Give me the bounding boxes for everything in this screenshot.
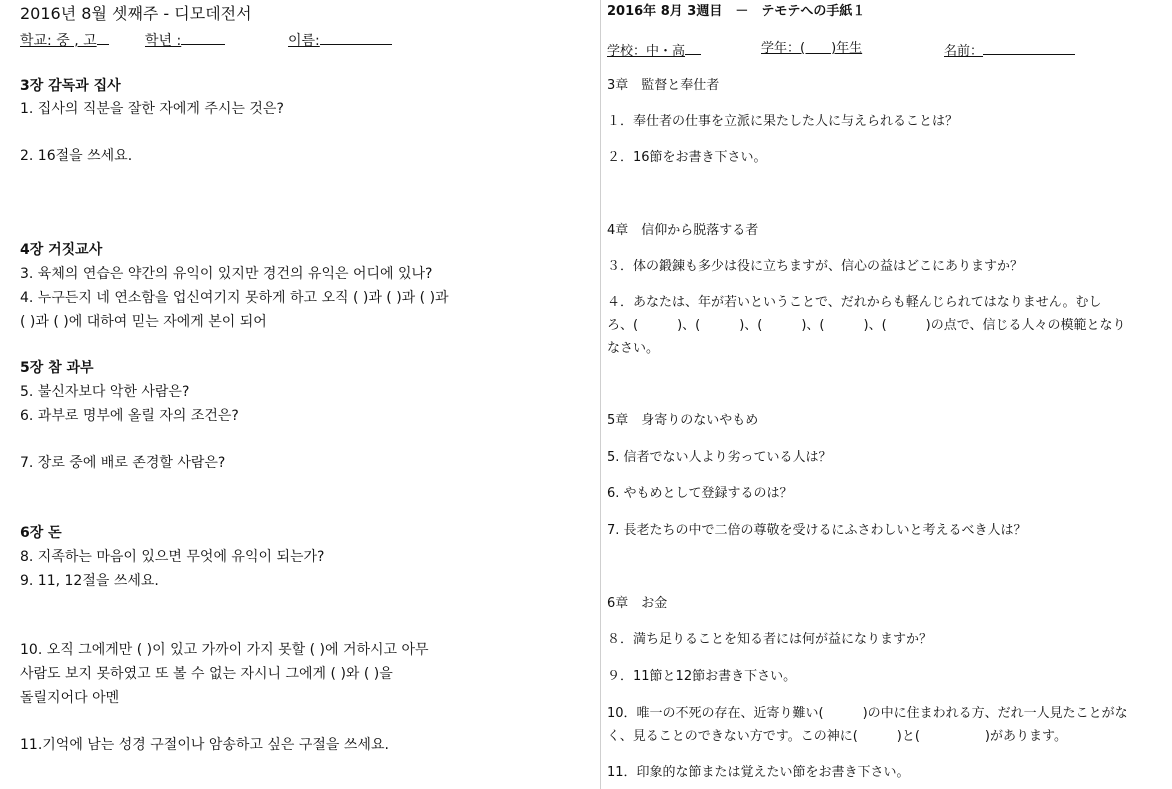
korean-q9: 9. 11, 12절을 쓰세요. [20,573,159,589]
japanese-q6: 6. やもめとして登録するのは？ [607,486,793,501]
korean-name-field [288,30,392,50]
korean-q8: 8. 지족하는 마음이 있으면 무엇에 유익이 되는가? [20,549,325,565]
korean-q2: 2. 16절을 쓰세요. [20,148,133,164]
japanese-ch4-heading: 4章 信仰から脱落する者 [607,223,759,238]
korean-school-label: 학교: 중 , 고 [20,33,97,49]
japanese-q2: ２．16節をお書き下さい。 [607,150,767,165]
korean-title: 2016년 8월 셋째주 - 디모데전서 [20,4,252,23]
korean-ch3-heading: 3장 감독과 집사 [20,78,121,94]
japanese-q3: ３．体の鍛錬も多少は役に立ちますが、信心の益はどこにありますか？ [607,259,1024,274]
japanese-q10-line2: く、見ることのできない方です。この神に( )と( )があります。 [607,729,1067,744]
japanese-q4-line2: ろ、( )、( )、( )、( )、( )の点で、信じる人々の模範となり [607,318,1126,333]
korean-q10-line3: 돌릴지어다 아멘 [20,690,120,706]
japanese-school-label: 学校：中・高 [607,44,686,59]
japanese-grade-field [761,41,862,57]
korean-q6: 6. 과부로 명부에 올릴 자의 조건은? [20,408,239,424]
japanese-q1: １．奉仕者の仕事を立派に果たした人に与えられることは？ [607,114,959,129]
page-edge-divider [600,0,601,789]
japanese-q9: ９．11節と12節お書き下さい。 [607,669,797,684]
japanese-q4-line1: ４．あなたは、年が若いということで、だれからも軽んじられてはなりません。むし [607,295,1102,310]
japanese-ch5-heading: 5章 身寄りのないやもめ [607,413,759,428]
korean-q4-line2: ( )과 ( )에 대하여 믿는 자에게 본이 되어 [20,314,267,330]
japanese-name-label: 名前： [944,44,984,59]
korean-ch4-heading: 4장 거짓교사 [20,242,103,258]
japanese-q11: 11．印象的な節または覚えたい節をお書き下さい。 [607,765,910,780]
korean-ch6-heading: 6장 돈 [20,525,62,541]
japanese-ch3-heading: 3章 監督と奉仕者 [607,78,720,93]
japanese-q7: 7. 長老たちの中で二倍の尊敬を受けるにふさわしいと考えるべき人は？ [607,523,1027,538]
korean-q11: 11.기억에 남는 성경 구절이나 암송하고 싶은 구절을 쓰세요. [20,737,389,753]
japanese-ch6-heading: 6章 お金 [607,596,668,611]
korean-grade-field [145,30,225,50]
korean-q7: 7. 장로 중에 배로 존경할 사람은? [20,455,226,471]
korean-q10-line2: 사람도 보지 못하였고 또 볼 수 없는 자시니 그에게 ( )와 ( )을 [20,666,393,682]
japanese-grade-label: 学年：( )年生 [761,41,863,56]
korean-name-label: 이름: [288,33,320,49]
korean-q10-line1: 10. 오직 그에게만 ( )이 있고 가까이 가지 못할 ( )에 거하시고 아무 [20,642,429,658]
japanese-q8: ８．満ち足りることを知る者には何が益になりますか？ [607,632,933,647]
japanese-school-field [607,41,701,60]
japanese-q4-line3: なさい。 [607,341,660,356]
japanese-name-field [944,41,1075,60]
japanese-q10-line1: 10．唯一の不死の存在、近寄り難い( )の中に住まわれる方、だれ一人見たことがな [607,706,1128,721]
japanese-q5: 5. 信者でない人より劣っている人は？ [607,450,832,465]
korean-grade-label: 학년 : [145,33,182,49]
korean-q4-line1: 4. 누구든지 네 연소함을 업신여기지 못하게 하고 오직 ( )과 ( )과 ( )과 [20,290,449,306]
japanese-worksheet [600,0,1172,789]
korean-q3: 3. 육체의 연습은 약간의 유익이 있지만 경건의 유익은 어디에 있나? [20,266,433,282]
korean-q1: 1. 집사의 직분을 잘한 자에게 주시는 것은? [20,101,284,117]
korean-school-field [20,30,109,50]
japanese-title: 2016年 8月 3週目 － テモテへの手紙１ [607,4,866,19]
korean-ch5-heading: 5장 참 과부 [20,360,94,376]
korean-q5: 5. 불신자보다 악한 사람은? [20,384,190,400]
